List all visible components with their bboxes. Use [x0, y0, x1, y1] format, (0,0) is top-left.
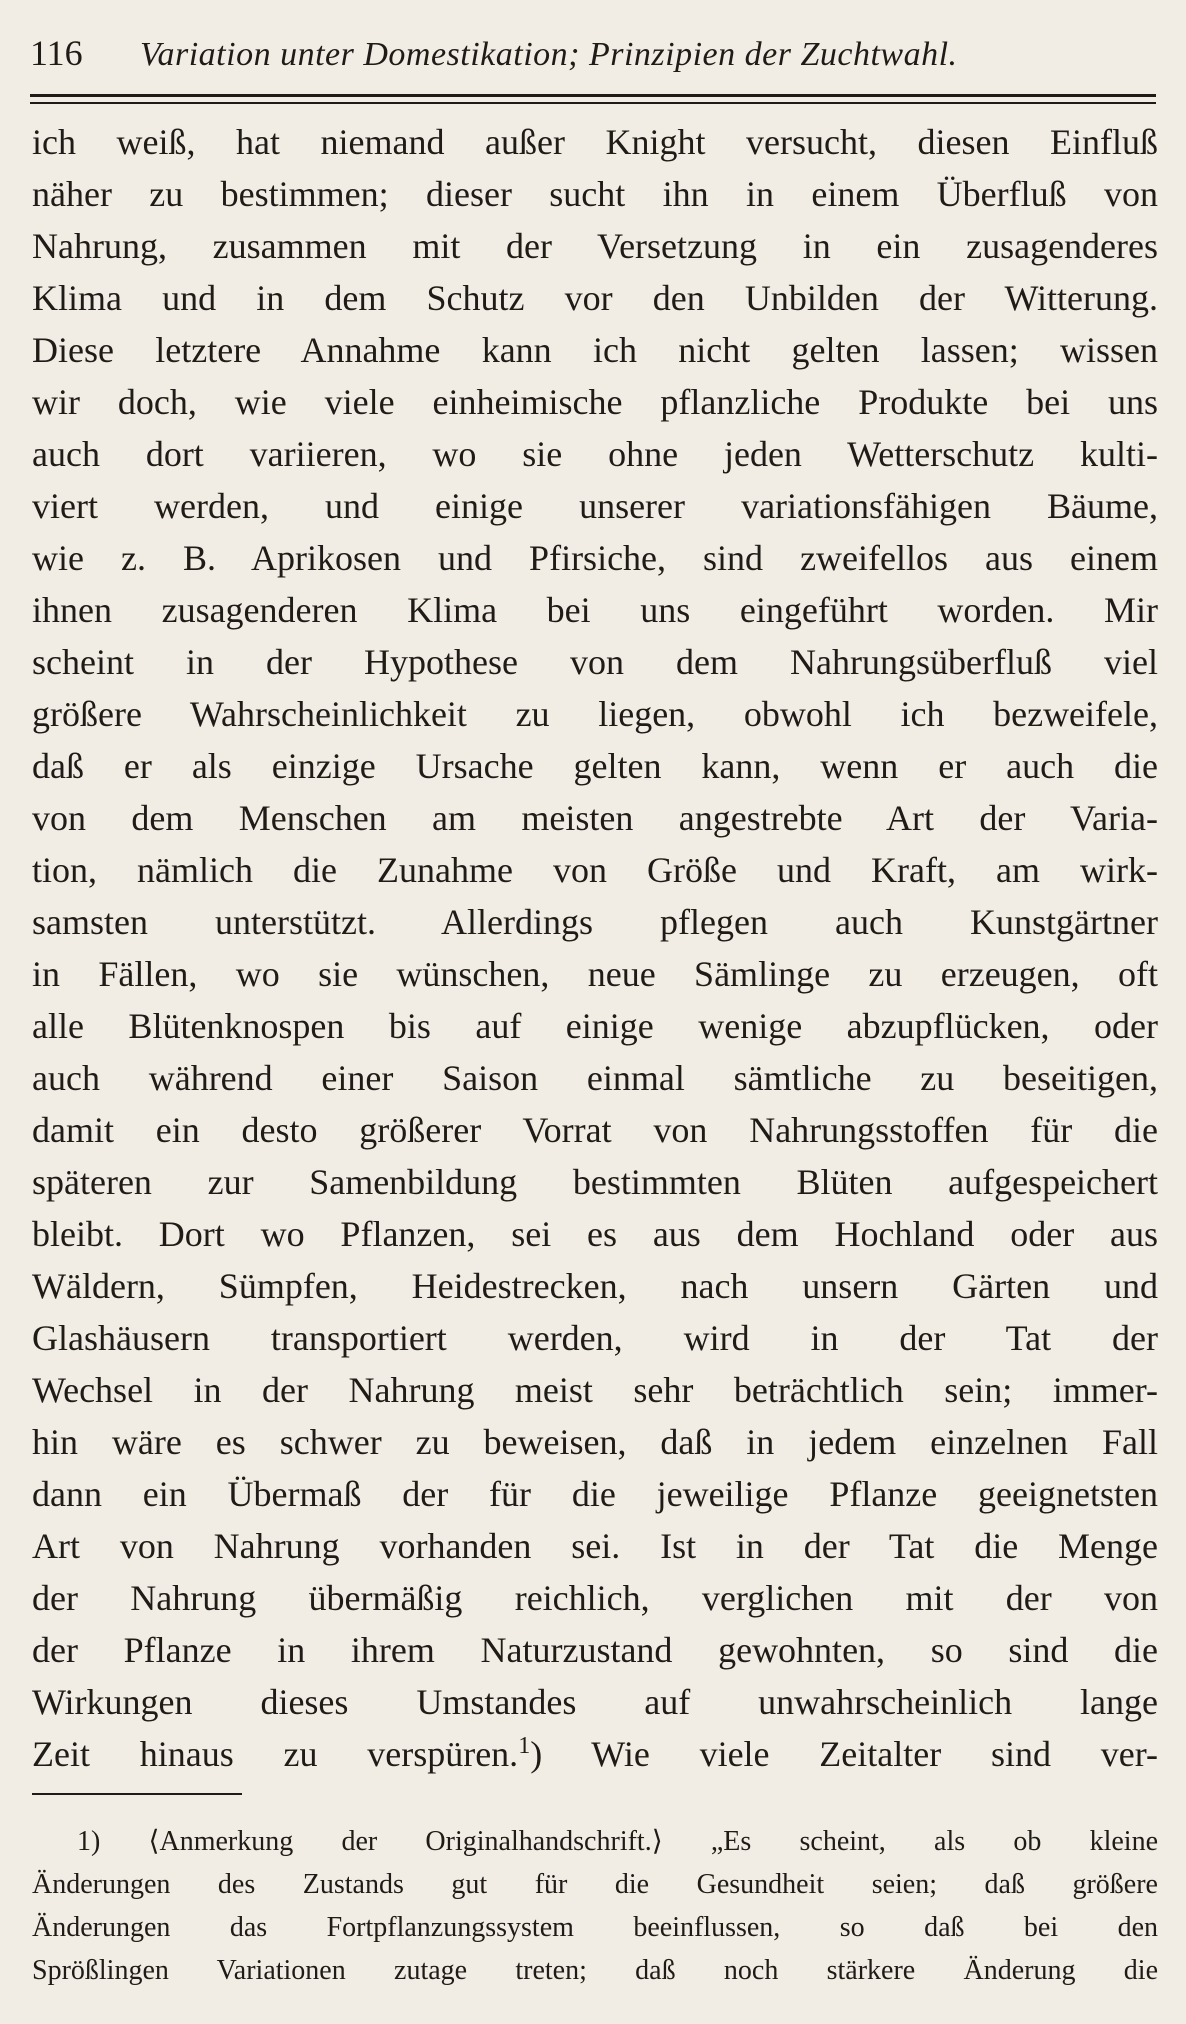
running-title: Variation unter Domestikation; Prinzipien der Zuchtwahl. — [140, 36, 958, 73]
header-rule-bottom — [30, 102, 1156, 104]
text-line: dann ein Übermaß der für die jeweilige Pflanze geeignetsten — [32, 1474, 1158, 1514]
footnote-line: Änderungen das Fortpflanzungssystem beeinflussen, so daß bei den — [32, 1912, 1158, 1943]
text-line: größere Wahrscheinlichkeit zu liegen, obwohl ich bezweifele, — [32, 694, 1158, 734]
text-line: Glashäusern transportiert werden, wird in der Tat der — [32, 1318, 1158, 1358]
text-line: wir doch, wie viele einheimische pflanzliche Produkte bei uns — [32, 382, 1158, 422]
text-line: hin wäre es schwer zu beweisen, daß in jedem einzelnen Fall — [32, 1422, 1158, 1462]
text-line: der Nahrung übermäßig reichlich, verglichen mit der von — [32, 1578, 1158, 1618]
footnote-reference: 1 — [518, 1733, 531, 1759]
text-line: samsten unterstützt. Allerdings pflegen auch Kunstgärtner — [32, 902, 1158, 942]
text-line: Klima und in dem Schutz vor den Unbilden der Witterung. — [32, 278, 1158, 318]
text-line: Diese letztere Annahme kann ich nicht gelten lassen; wissen — [32, 330, 1158, 370]
text-line: näher zu bestimmen; dieser sucht ihn in einem Überfluß von — [32, 174, 1158, 214]
page-number: 116 — [30, 33, 83, 73]
text-line: wie z. B. Aprikosen und Pfirsiche, sind zweifellos aus einem — [32, 538, 1158, 578]
text-line: ich weiß, hat niemand außer Knight versucht, diesen Einfluß — [32, 122, 1158, 162]
text-line: alle Blütenknospen bis auf einige wenige abzupflücken, oder — [32, 1006, 1158, 1046]
text-line: bleibt. Dort wo Pflanzen, sei es aus dem Hochland oder aus — [32, 1214, 1158, 1254]
text-line: späteren zur Samenbildung bestimmten Blüten aufgespeichert — [32, 1162, 1158, 1202]
text-line-last — [32, 1728, 1158, 1780]
text-line: Wechsel in der Nahrung meist sehr beträchtlich sein; immer- — [32, 1370, 1158, 1410]
text-line: Nahrung, zusammen mit der Versetzung in ein zusagenderes — [32, 226, 1158, 266]
footnote-line: 1) ⟨Anmerkung der Originalhandschrift.⟩ „Es scheint, als ob kleine — [77, 1826, 1158, 1857]
footnote — [32, 1820, 1158, 1992]
text-line: auch dort variieren, wo sie ohne jeden Wetterschutz kulti- — [32, 434, 1158, 474]
text-line: Art von Nahrung vorhanden sei. Ist in der Tat die Menge — [32, 1526, 1158, 1566]
footnote-line: Änderungen des Zustands gut für die Gesundheit seien; daß größere — [32, 1869, 1158, 1900]
page-header — [30, 32, 1160, 74]
text-segment: Zeit hinaus zu verspüren. — [32, 1734, 519, 1774]
footnote-rule — [32, 1793, 242, 1795]
footnote-line: Sprößlingen Variationen zutage treten; daß noch stärkere Änderung die — [32, 1955, 1158, 1986]
text-line: damit ein desto größerer Vorrat von Nahrungsstoffen für die — [32, 1110, 1158, 1150]
text-line: viert werden, und einige unserer variationsfähigen Bäume, — [32, 486, 1158, 526]
text-line: Wirkungen dieses Umstandes auf unwahrscheinlich lange — [32, 1682, 1158, 1722]
text-line: von dem Menschen am meisten angestrebte Art der Varia- — [32, 798, 1158, 838]
text-line: scheint in der Hypothese von dem Nahrungsüberfluß viel — [32, 642, 1158, 682]
body-text — [32, 116, 1158, 1780]
header-rule-top — [30, 94, 1156, 97]
text-line: tion, nämlich die Zunahme von Größe und Kraft, am wirk- — [32, 850, 1158, 890]
text-line: ihnen zusagenderen Klima bei uns eingeführt worden. Mir — [32, 590, 1158, 630]
text-line: auch während einer Saison einmal sämtliche zu beseitigen, — [32, 1058, 1158, 1098]
text-segment: ) Wie viele Zeitalter sind ver- — [530, 1734, 1158, 1774]
text-line: in Fällen, wo sie wünschen, neue Sämlinge zu erzeugen, oft — [32, 954, 1158, 994]
text-line: daß er als einzige Ursache gelten kann, wenn er auch die — [32, 746, 1158, 786]
text-line: der Pflanze in ihrem Naturzustand gewohnten, so sind die — [32, 1630, 1158, 1670]
text-line: Wäldern, Sümpfen, Heidestrecken, nach unsern Gärten und — [32, 1266, 1158, 1306]
